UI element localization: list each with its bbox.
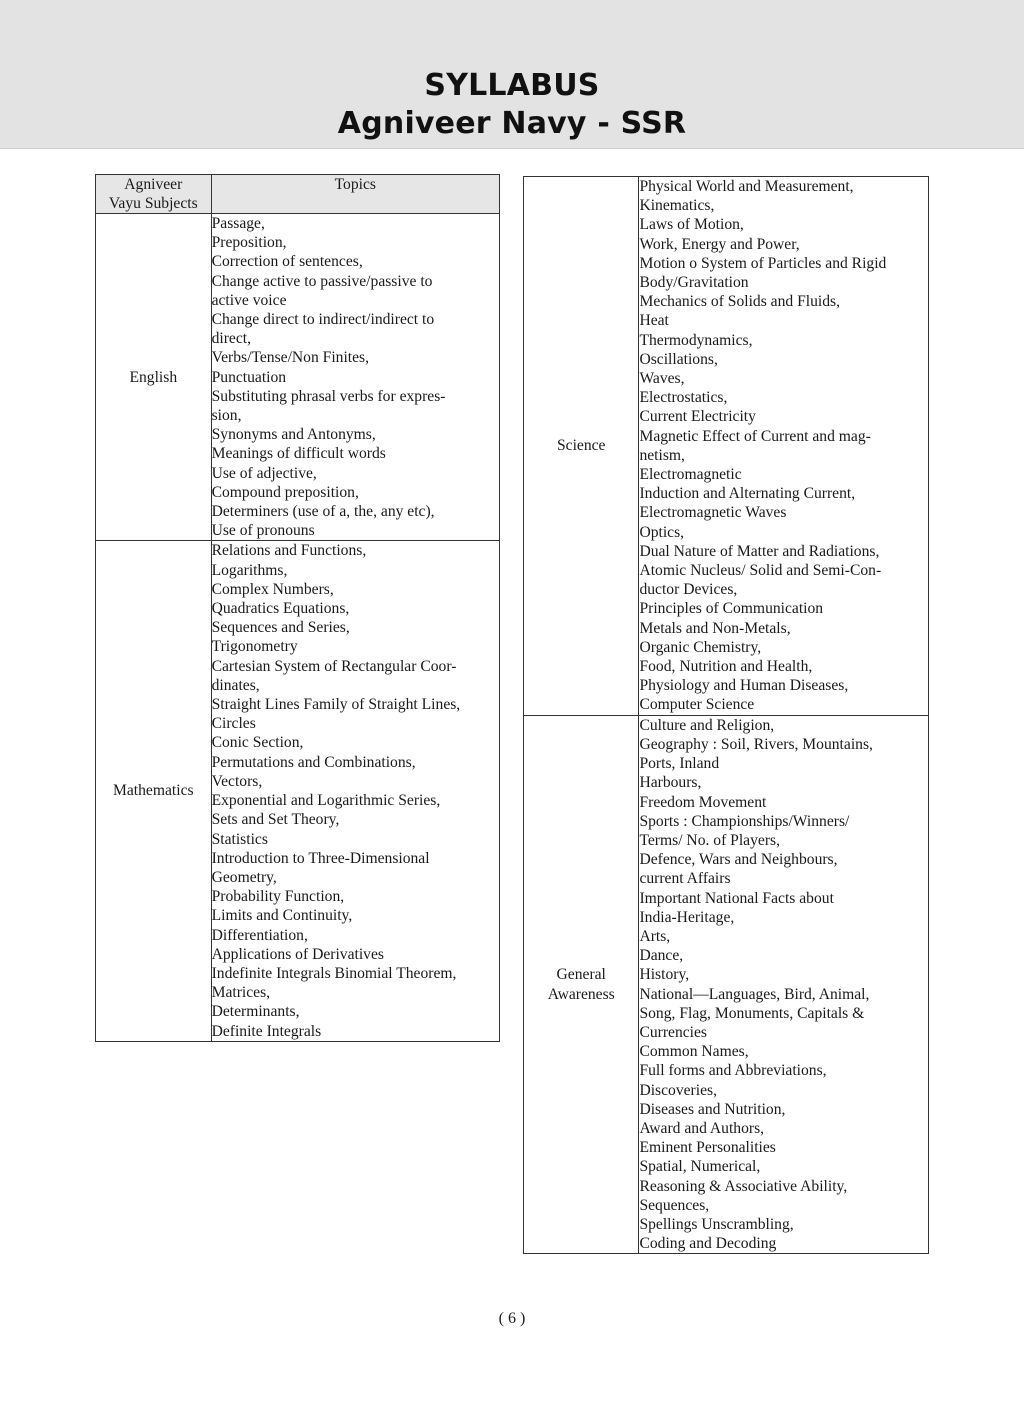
- table-row: [96, 214, 500, 541]
- topic-item: dinates,: [211, 676, 260, 694]
- topic-item: Substituting phrasal verbs for expres-: [211, 387, 446, 405]
- topic-item: Matrices,: [211, 984, 271, 1002]
- topics-cell-mathematics: [211, 541, 499, 1041]
- topic-item: National—Languages, Bird, Animal,: [639, 985, 870, 1003]
- topic-item: sion,: [211, 407, 242, 425]
- topic-item: Diseases and Nutrition,: [639, 1100, 786, 1118]
- topic-item: Sets and Set Theory,: [211, 811, 340, 829]
- topic-item: Defence, Wars and Neighbours,: [639, 851, 838, 869]
- topic-item: Compound preposition,: [211, 483, 359, 501]
- topic-item: Organic Chemistry,: [639, 638, 762, 656]
- topic-item: Spatial, Numerical,: [639, 1158, 761, 1176]
- topic-item: Full forms and Abbreviations,: [639, 1062, 827, 1080]
- topic-item: Introduction to Three-Dimensional: [211, 849, 430, 867]
- topic-item: Logarithms,: [211, 561, 288, 579]
- topic-item: Electrostatics,: [639, 389, 728, 407]
- topic-item: Computer Science: [639, 696, 755, 714]
- topic-item: Principles of Communication: [639, 600, 824, 618]
- topic-item: Synonyms and Antonyms,: [211, 426, 376, 444]
- subject-label-line-1: General: [556, 966, 606, 984]
- topic-item: Complex Numbers,: [211, 580, 334, 598]
- topic-item: Dual Nature of Matter and Radiations,: [639, 542, 880, 560]
- syllabus-table-right: [523, 176, 929, 1254]
- topic-item: Motion o System of Particles and Rigid: [639, 254, 887, 272]
- topic-item: direct,: [211, 330, 251, 348]
- topic-item: Work, Energy and Power,: [639, 235, 800, 253]
- topic-item: Preposition,: [211, 234, 287, 252]
- topic-item: Optics,: [639, 523, 685, 541]
- page-number: ( 6 ): [498, 1310, 526, 1327]
- topic-item: Kinematics,: [639, 197, 715, 215]
- topic-item: Trigonometry: [211, 638, 298, 656]
- syllabus-table-left: [95, 174, 500, 1042]
- topic-item: Applications of Derivatives: [211, 945, 384, 963]
- topic-item: Use of pronouns: [211, 522, 315, 540]
- topics-cell-english: [211, 214, 499, 541]
- topic-item: Sports : Championships/Winners/: [639, 812, 850, 830]
- topic-item: Verbs/Tense/Non Finites,: [211, 349, 370, 367]
- topic-item: Thermodynamics,: [639, 331, 753, 349]
- topic-item: Important National Facts about: [639, 889, 834, 907]
- topic-item: current Affairs: [639, 870, 731, 888]
- topic-item: Common Names,: [639, 1043, 749, 1061]
- topic-item: Meanings of difficult words: [211, 445, 386, 463]
- topic-item: Cartesian System of Rectangular Coor-: [211, 657, 457, 675]
- topics-column-header: Topics: [211, 175, 499, 214]
- topic-item: Waves,: [639, 370, 685, 388]
- topic-item: Correction of sentences,: [211, 253, 363, 271]
- topic-item: Magnetic Effect of Current and mag-: [639, 427, 871, 445]
- topic-item: Quadratics Equations,: [211, 600, 350, 618]
- topic-item: Sequences,: [639, 1196, 710, 1214]
- topic-item: Probability Function,: [211, 888, 345, 906]
- topic-item: Arts,: [639, 927, 671, 945]
- topic-item: Induction and Alternating Current,: [639, 485, 856, 503]
- topic-item: Harbours,: [639, 774, 702, 792]
- topic-item: Conic Section,: [211, 734, 304, 752]
- topic-item: Culture and Religion,: [639, 716, 775, 734]
- topic-item: active voice: [211, 291, 287, 309]
- topic-item: History,: [639, 966, 690, 984]
- table-header-row: [96, 175, 500, 214]
- topic-item: Limits and Continuity,: [211, 907, 353, 925]
- subject-cell-general-awareness: [524, 715, 639, 1254]
- subject-header-line-2: Vayu Subjects: [108, 195, 198, 212]
- page-subtitle: Agniveer Navy - SSR: [337, 106, 687, 141]
- topic-item: Indefinite Integrals Binomial Theorem,: [211, 964, 457, 982]
- topic-item: Geometry,: [211, 868, 277, 886]
- topic-item: Determinants,: [211, 1003, 300, 1021]
- topic-item: Physiology and Human Diseases,: [639, 677, 849, 695]
- topic-item: Terms/ No. of Players,: [639, 831, 780, 849]
- table-row: [524, 715, 929, 1254]
- topic-item: Differentiation,: [211, 926, 308, 944]
- topic-item: Relations and Functions,: [211, 542, 367, 560]
- topic-item: Eminent Personalities: [639, 1139, 776, 1157]
- topic-item: Electromagnetic: [639, 466, 742, 484]
- topic-item: Physical World and Measurement,: [639, 178, 854, 195]
- topic-item: Punctuation: [211, 368, 287, 386]
- topic-item: Change direct to indirect/indirect to: [211, 311, 435, 329]
- topic-item: Sequences and Series,: [211, 619, 350, 637]
- topic-item: Electromagnetic Waves: [639, 504, 787, 522]
- topic-item: Permutations and Combinations,: [211, 753, 416, 771]
- topic-item: Laws of Motion,: [639, 216, 744, 234]
- topic-item: Current Electricity: [639, 408, 756, 426]
- topic-item: Definite Integrals: [211, 1022, 322, 1040]
- topics-cell-science: [639, 177, 929, 716]
- topic-item: Exponential and Logarithmic Series,: [211, 792, 441, 810]
- topic-item: Dance,: [639, 947, 684, 965]
- topic-item: Freedom Movement: [639, 793, 767, 811]
- topic-item: Metals and Non-Metals,: [639, 619, 791, 637]
- page-title: SYLLABUS: [424, 68, 600, 103]
- subject-cell-english: English: [96, 214, 212, 541]
- topic-item: Atomic Nucleus/ Solid and Semi-Con-: [639, 562, 882, 580]
- topic-item: Currencies: [639, 1023, 707, 1041]
- table-row: [96, 541, 500, 1041]
- topic-item: Mechanics of Solids and Fluids,: [639, 293, 840, 311]
- topic-item: Vectors,: [211, 772, 263, 790]
- topic-item: Straight Lines Family of Straight Lines,: [211, 696, 461, 714]
- topic-item: Body/Gravitation: [639, 274, 749, 292]
- topic-item: Food, Nutrition and Health,: [639, 658, 813, 676]
- topic-item: Song, Flag, Monuments, Capitals &: [639, 1004, 865, 1022]
- topic-item: Heat: [639, 312, 669, 330]
- topic-item: Change active to passive/passive to: [211, 272, 433, 290]
- topic-item: Award and Authors,: [639, 1119, 765, 1137]
- subject-header-line-1: Agniveer: [124, 176, 183, 193]
- topic-item: Circles: [211, 715, 256, 733]
- topic-item: Oscillations,: [639, 350, 718, 368]
- subject-label-line-2: Awareness: [547, 985, 615, 1003]
- topic-item: India-Heritage,: [639, 908, 735, 926]
- subject-cell-mathematics: Mathematics: [96, 541, 212, 1041]
- subject-cell-science: Science: [524, 177, 639, 716]
- topic-item: netism,: [639, 446, 685, 464]
- topics-cell-general-awareness: [639, 715, 929, 1254]
- table-row: [524, 177, 929, 716]
- topic-item: Ports, Inland: [639, 755, 720, 773]
- topic-item: Use of adjective,: [211, 464, 317, 482]
- topic-item: Geography : Soil, Rivers, Mountains,: [639, 735, 873, 753]
- topic-item: Spellings Unscrambling,: [639, 1215, 794, 1233]
- topic-item: Reasoning & Associative Ability,: [639, 1177, 848, 1195]
- topic-item: Discoveries,: [639, 1081, 717, 1099]
- topic-item: Passage,: [211, 215, 265, 232]
- topic-item: Coding and Decoding: [639, 1235, 777, 1253]
- subject-column-header: [96, 175, 212, 214]
- topic-item: Statistics: [211, 830, 268, 848]
- topic-item: ductor Devices,: [639, 581, 738, 599]
- topic-item: Determiners (use of a, the, any etc),: [211, 503, 435, 521]
